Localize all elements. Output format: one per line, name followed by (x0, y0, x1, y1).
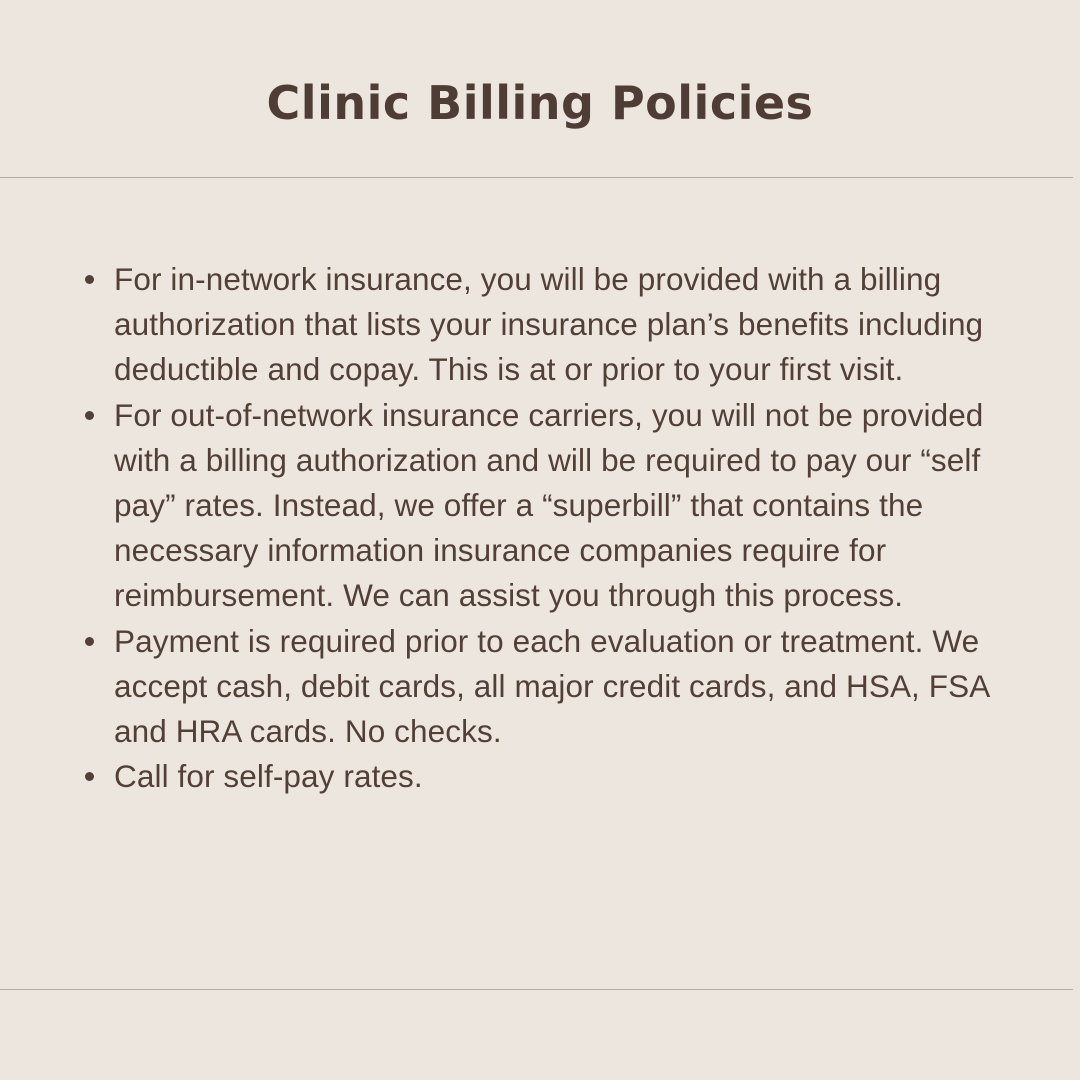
top-divider (0, 177, 1073, 178)
bullet-icon (85, 411, 94, 420)
bullet-icon (85, 772, 94, 781)
policy-item-self-pay-rates (114, 754, 1014, 799)
page-title: Clinic Billing Policies (266, 76, 814, 130)
policy-item-in-network (114, 257, 1014, 393)
policy-item-out-of-network (114, 393, 1014, 619)
policy-text: For in-network insurance, you will be provided with a billing authorization that lists your insurance plan’s benefits including deductible and copay. This is at or prior to your first visit. (114, 261, 984, 388)
bottom-divider (0, 989, 1073, 990)
policy-text: Call for self-pay rates. (114, 758, 423, 795)
policy-item-payment (114, 619, 1014, 755)
bullet-icon (85, 275, 94, 284)
bullet-icon (85, 637, 94, 646)
policy-text: For out-of-network insurance carriers, you will not be provided with a billing authorization and will be required to pay our “self pay” rates. Instead, we offer a “superbill” that contains the necessary information insurance companies require for reimbursement. We can assist you through this process. (114, 396, 984, 614)
policy-text: Payment is required prior to each evaluation or treatment. We accept cash, debit cards, all major credit cards, and HSA, FSA and HRA cards. No checks. (114, 622, 989, 750)
policy-list (114, 257, 1014, 799)
